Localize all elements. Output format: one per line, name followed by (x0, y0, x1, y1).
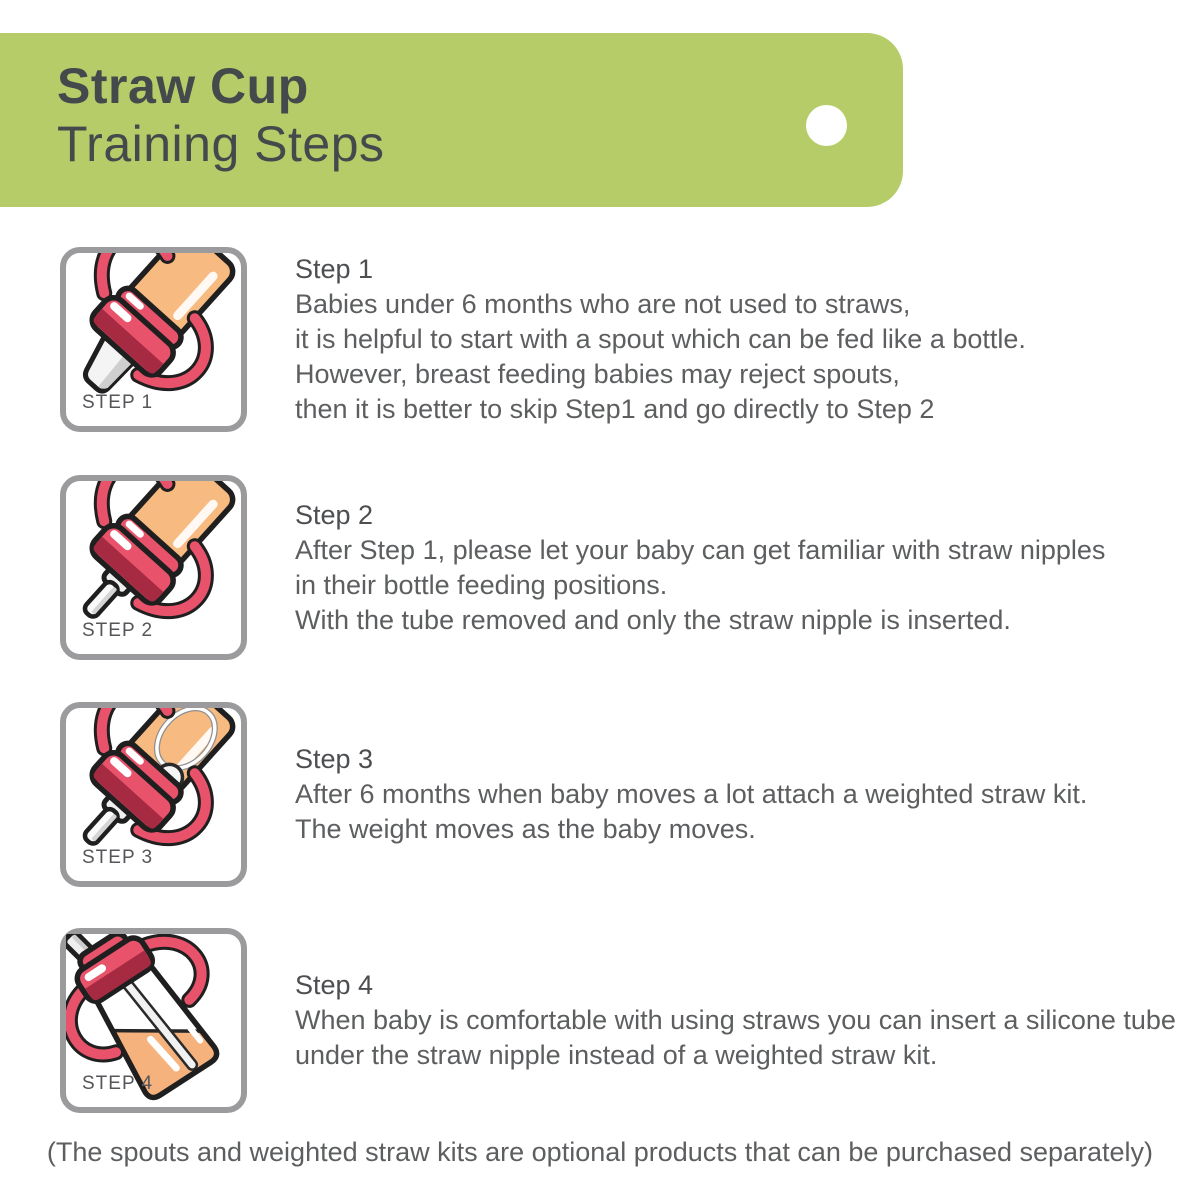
page-title-block (57, 57, 385, 173)
step-1-line: Babies under 6 months who are not used to straws, (295, 289, 911, 319)
page-subtitle: Training Steps (57, 116, 385, 172)
step-3-box-label: STEP 3 (82, 847, 154, 868)
step-1-line: then it is better to skip Step1 and go directly to Step 2 (295, 394, 935, 424)
step-3-line: The weight moves as the baby moves. (295, 814, 756, 844)
step-4-illustration-box (60, 928, 247, 1113)
step-2-line: in their bottle feeding positions. (295, 569, 668, 600)
step-2-line: After Step 1, please let your baby can get familiar with straw nipples (295, 534, 1106, 565)
step-2-illustration-box (60, 475, 247, 660)
step-1-text (295, 252, 1026, 427)
decorative-dot (806, 105, 847, 146)
step-1-box-label: STEP 1 (82, 392, 154, 413)
step-4-line: under the straw nipple instead of a weighted straw kit. (295, 1040, 938, 1070)
step-2-line: With the tube removed and only the straw nipple is inserted. (295, 604, 1011, 635)
step-4-row (60, 928, 1176, 1113)
step-2-row (60, 475, 1105, 660)
footnote: (The spouts and weighted straw kits are optional products that can be purchased separately) (46, 1137, 1154, 1167)
header-banner (0, 33, 903, 207)
step-2-text (295, 498, 1105, 638)
step-1-heading: Step 1 (295, 254, 374, 284)
step-3-illustration-box (60, 702, 247, 887)
step-4-text (295, 968, 1176, 1073)
step-1-line: it is helpful to start with a spout which can be fed like a bottle. (295, 324, 1026, 354)
step-4-box-label: STEP 4 (82, 1073, 154, 1094)
step-1-illustration-box (60, 247, 247, 432)
step-3-row (60, 702, 1087, 887)
step-1-line: However, breast feeding babies may reject spouts, (295, 359, 900, 389)
step-3-text (295, 742, 1087, 847)
step-2-heading: Step 2 (295, 499, 374, 530)
step-3-line: After 6 months when baby moves a lot attach a weighted straw kit. (295, 779, 1088, 809)
step-4-line: When baby is comfortable with using straws you can insert a silicone tube (295, 1005, 1176, 1035)
page-title: Straw Cup (57, 58, 309, 114)
step-3-heading: Step 3 (295, 744, 374, 774)
step-2-box-label: STEP 2 (82, 620, 154, 641)
step-1-row (60, 247, 1026, 432)
step-4-heading: Step 4 (295, 970, 374, 1000)
